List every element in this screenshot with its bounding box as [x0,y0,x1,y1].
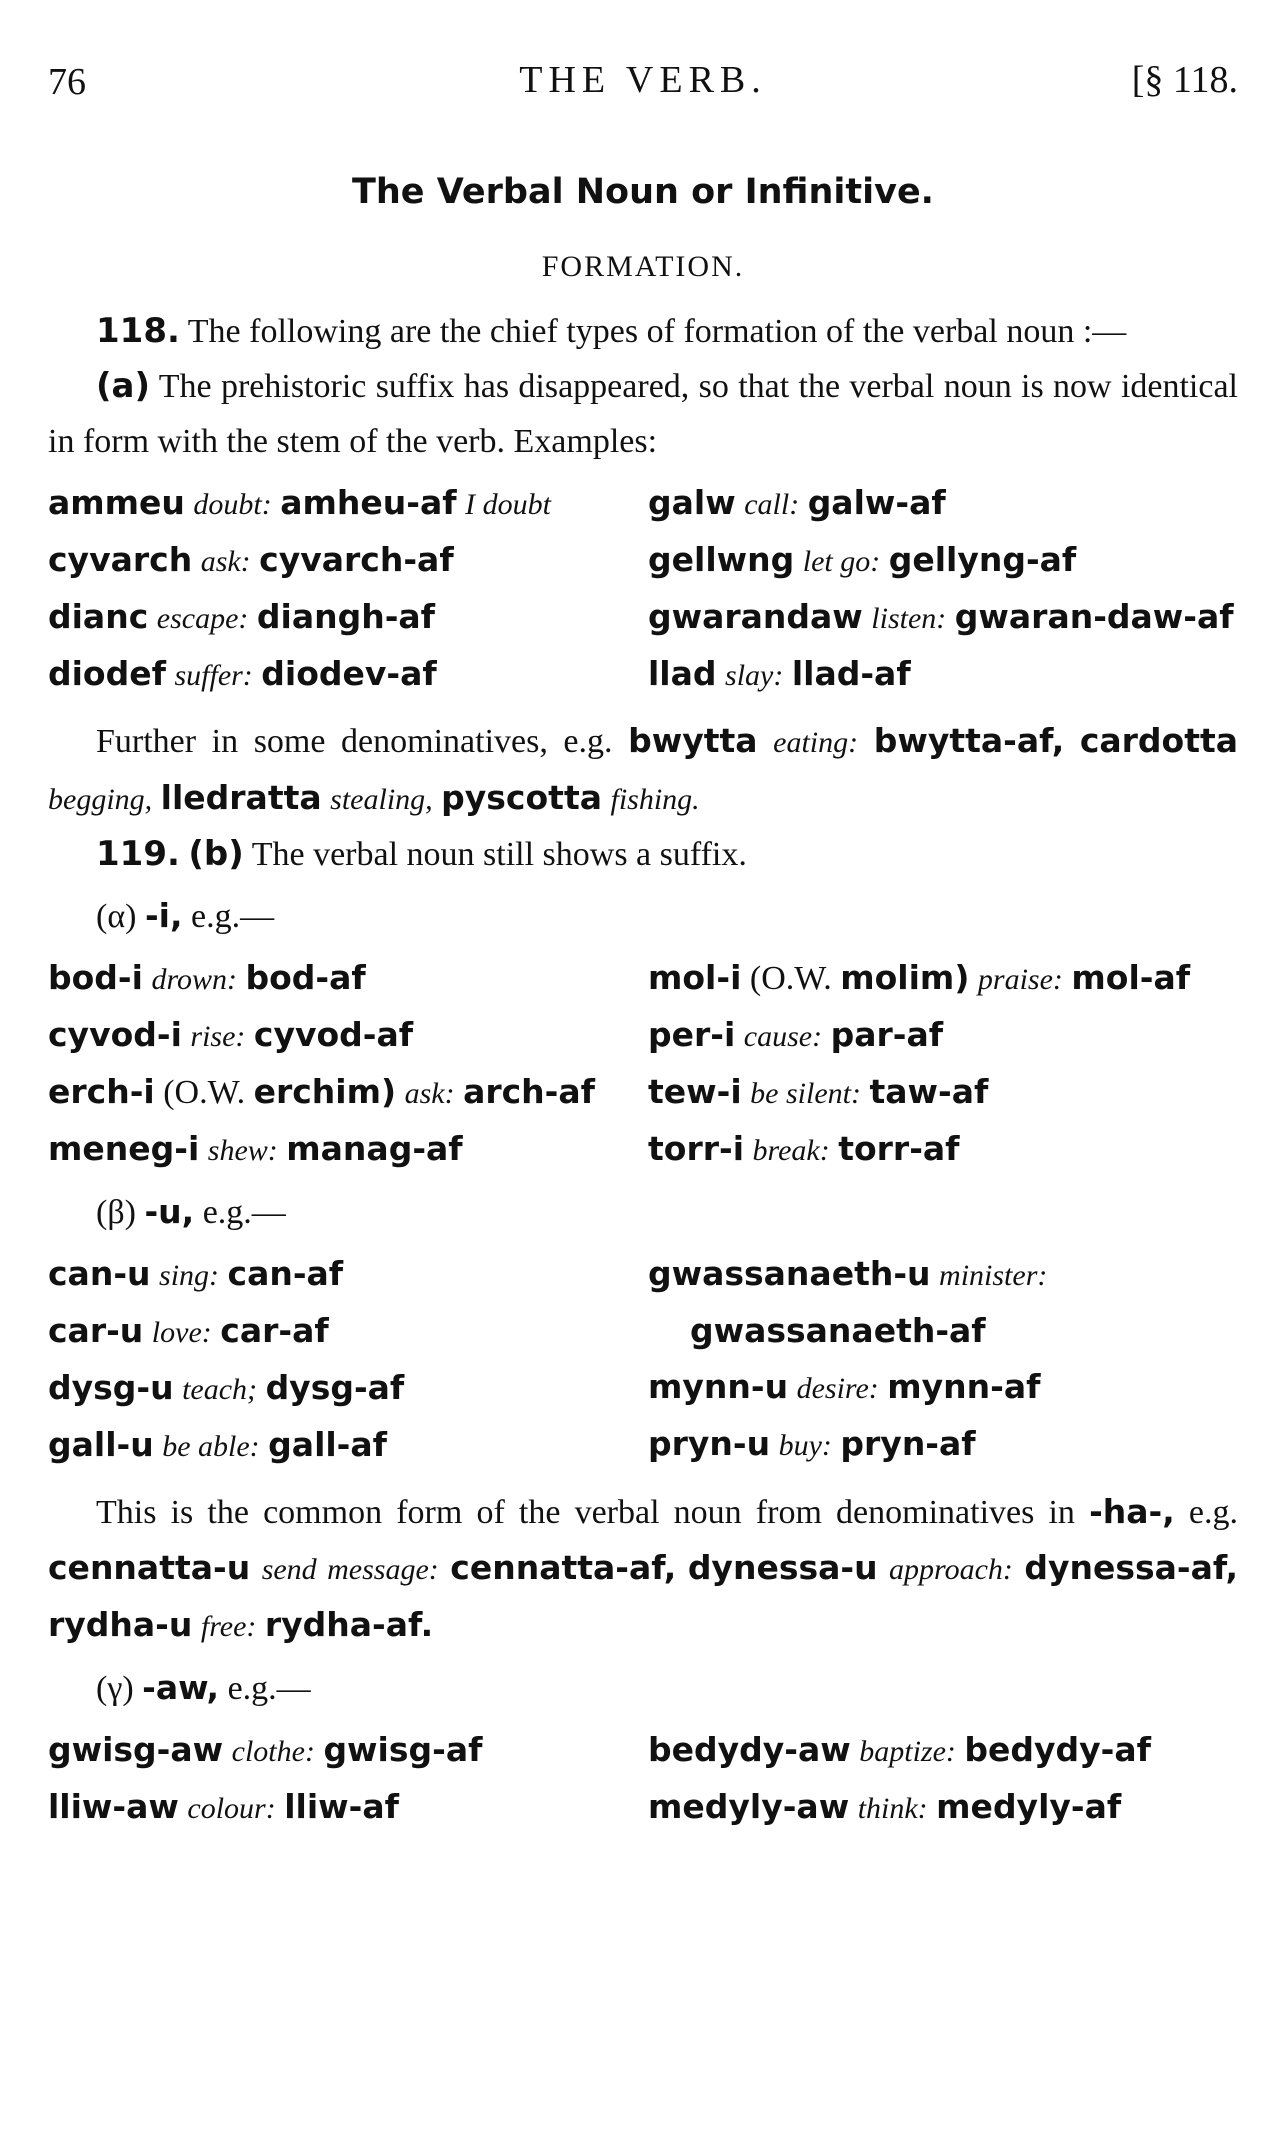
list-item: diodef suffer: diodev-af [48,654,437,693]
list-item: dianc escape: diangh-af [48,597,436,636]
list-item: mol-i (O.W. molim) praise: mol-af [648,958,1191,997]
column-right [648,950,1238,1178]
list-item: bedydy-aw baptize: bedydy-af [648,1730,1151,1769]
paragraph-text: The prehistoric suffix has disappeared, so that the verbal noun is now identical in form with the stem of the verb. Examples: [48,368,1239,460]
list-item: torr-i break: torr-af [648,1129,960,1168]
section-marker: [§ 118. [1131,59,1238,101]
list-item: can-u sing: can-af [48,1254,344,1293]
list-item: gwarandaw listen: gwaran-daw-af [648,597,1234,636]
paragraph-a [48,359,1238,469]
column-left [48,950,608,1178]
list-item: cyvarch ask: cyvarch-af [48,540,454,579]
list-item: car-u love: car-af [48,1311,329,1350]
example-list-gamma [48,1722,1238,1836]
example-list-alpha [48,950,1238,1178]
list-item: bod-i drown: bod-af [48,958,366,997]
paragraph-118 [48,304,1238,359]
list-item: llad slay: llad-af [648,654,911,693]
list-item: pryn-u buy: pryn-af [648,1424,976,1463]
list-item: per-i cause: par-af [648,1015,944,1054]
list-item: gwassanaeth-u minister: gwassanaeth-af [648,1254,1048,1350]
example-list-a [48,475,1238,703]
list-item: tew-i be silent: taw-af [648,1072,989,1111]
page [48,40,1238,1836]
paragraph-further: Further in some denominatives, e.g. bwytta eating: bwytta-af, cardotta begging, lledratta stealing, pyscotta fishing. [48,721,1239,817]
column-left [48,1722,608,1836]
column-left [48,475,608,703]
example-list-beta [48,1246,1238,1474]
column-right [648,1722,1238,1836]
list-item: gwisg-aw clothe: gwisg-af [48,1730,483,1769]
list-item: cyvod-i rise: cyvod-af [48,1015,414,1054]
section-heading: The Verbal Noun or Infinitive. [352,172,934,212]
column-right [648,1246,1238,1474]
paragraph-text: The following are the chief types of formation of the verbal noun :— [187,313,1127,350]
list-item: gall-u be able: gall-af [48,1425,388,1464]
page-number: 76 [48,61,86,103]
list-item: galw call: galw-af [648,483,946,522]
paragraph-common-form: This is the common form of the verbal noun from denominatives in -ha-, e.g. cennatta-u send message: cennatta-af, dynessa-u approach: dynessa-af, rydha-u free: rydha-af. [48,1492,1238,1644]
subsection-gamma-label: (γ) -aw, e.g.— [96,1668,311,1707]
running-header [48,40,1238,120]
subsection-alpha-label: (α) -i, e.g.— [96,896,275,935]
running-title: THE VERB. [519,59,767,101]
subheading-formation: FORMATION. [541,250,745,283]
list-item: gellwng let go: gellyng-af [648,540,1077,579]
list-item: medyly-aw think: medyly-af [648,1787,1122,1826]
clause-label: (a) [96,366,151,406]
paragraph-text: The verbal noun still shows a suffix. [251,836,747,873]
list-item: lliw-aw colour: lliw-af [48,1787,399,1826]
list-item: meneg-i shew: manag-af [48,1129,463,1168]
paragraph-number: 118. [96,311,180,351]
clause-label: (b) [188,834,244,874]
list-item: erch-i (O.W. erchim) ask: arch-af [48,1072,595,1111]
list-item: mynn-u desire: mynn-af [648,1367,1041,1406]
paragraph-119 [48,827,1238,882]
list-item: ammeu doubt: amheu-af I doubt [48,483,551,522]
list-item: dysg-u teach; dysg-af [48,1368,405,1407]
subsection-beta-label: (β) -u, e.g.— [96,1192,286,1231]
column-right [648,475,1238,703]
paragraph-number: 119. [96,834,180,874]
column-left [48,1246,608,1474]
